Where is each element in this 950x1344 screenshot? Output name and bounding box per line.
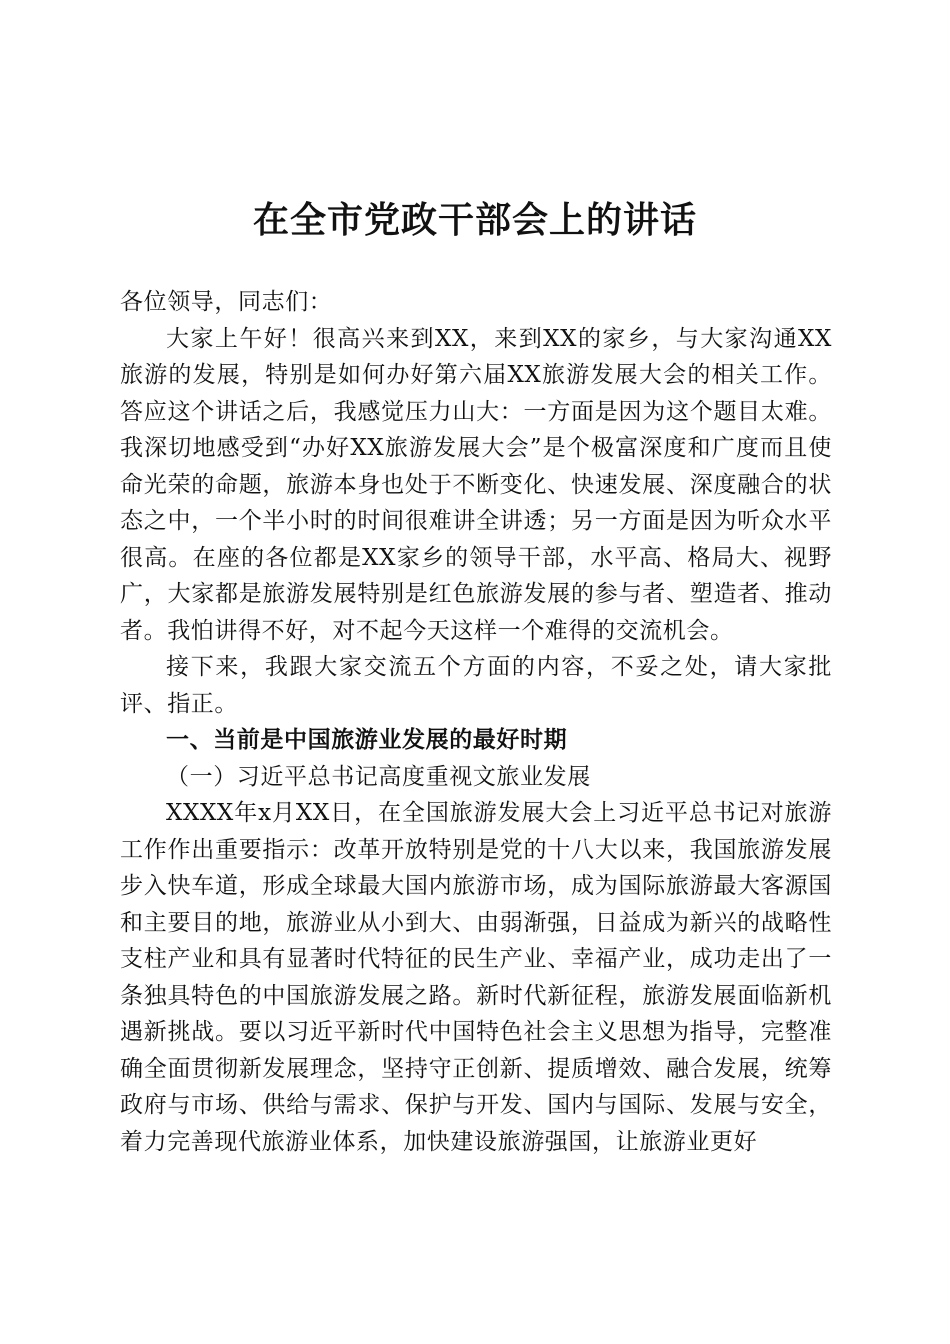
subsection-heading: （一）习近平总书记高度重视文旅业发展 xyxy=(166,763,591,790)
paragraph-opening: 大家上午好！很高兴来到XX，来到XX的家乡，与大家沟通XX旅游的发展，特别是如何办好第六届XX旅游发展大会的相关工作。答应这个讲话之后，我感觉压力山大：一方面是因为这个题目太难。我深切地感受到“办好XX旅游发展大会”是个极富深度和广度而且使命光荣的命题，旅游本身也处于不断变化、快速发展、深度融合的状态之中，一个半小时的时间很难讲全讲透；另一方面是因为听众水平很高。在座的各位都是XX家乡的领导干部，水平高、格局大、视野广，大家都是旅游发展特别是红色旅游发展的参与者、塑造者、推动者。我怕讲得不好，对不起今天这样一个难得的交流机会。 xyxy=(120,325,832,644)
section-heading: 一、当前是中国旅游业发展的最好时期 xyxy=(166,727,568,753)
document-body xyxy=(120,284,832,1160)
salutation: 各位领导，同志们： xyxy=(120,289,333,315)
document-title: 在全市党政干部会上的讲话 xyxy=(252,199,697,241)
paragraph-section-body: XXXX年x月XX日，在全国旅游发展大会上习近平总书记对旅游工作作出重要指示：改革开放特别是党的十八大以来，我国旅游发展步入快车道，形成全球最大国内旅游市场，成为国际旅游最大客源国和主要目的地，旅游业从小到大、由弱渐强，日益成为新兴的战略性支柱产业和具有显著时代特征的民生产业、幸福产业，成功走出了一条独具特色的中国旅游发展之路。新时代新征程，旅游发展面临新机遇新挑战。要以习近平新时代中国特色社会主义思想为指导，完整准确全面贯彻新发展理念，坚持守正创新、提质增效、融合发展，统筹政府与市场、供给与需求、保护与开发、国内与国际、发展与安全，着力完善现代旅游业体系，加快建设旅游强国，让旅游业更好 xyxy=(120,800,832,1155)
paragraph-outline: 接下来，我跟大家交流五个方面的内容，不妥之处，请大家批评、指正。 xyxy=(120,654,832,717)
